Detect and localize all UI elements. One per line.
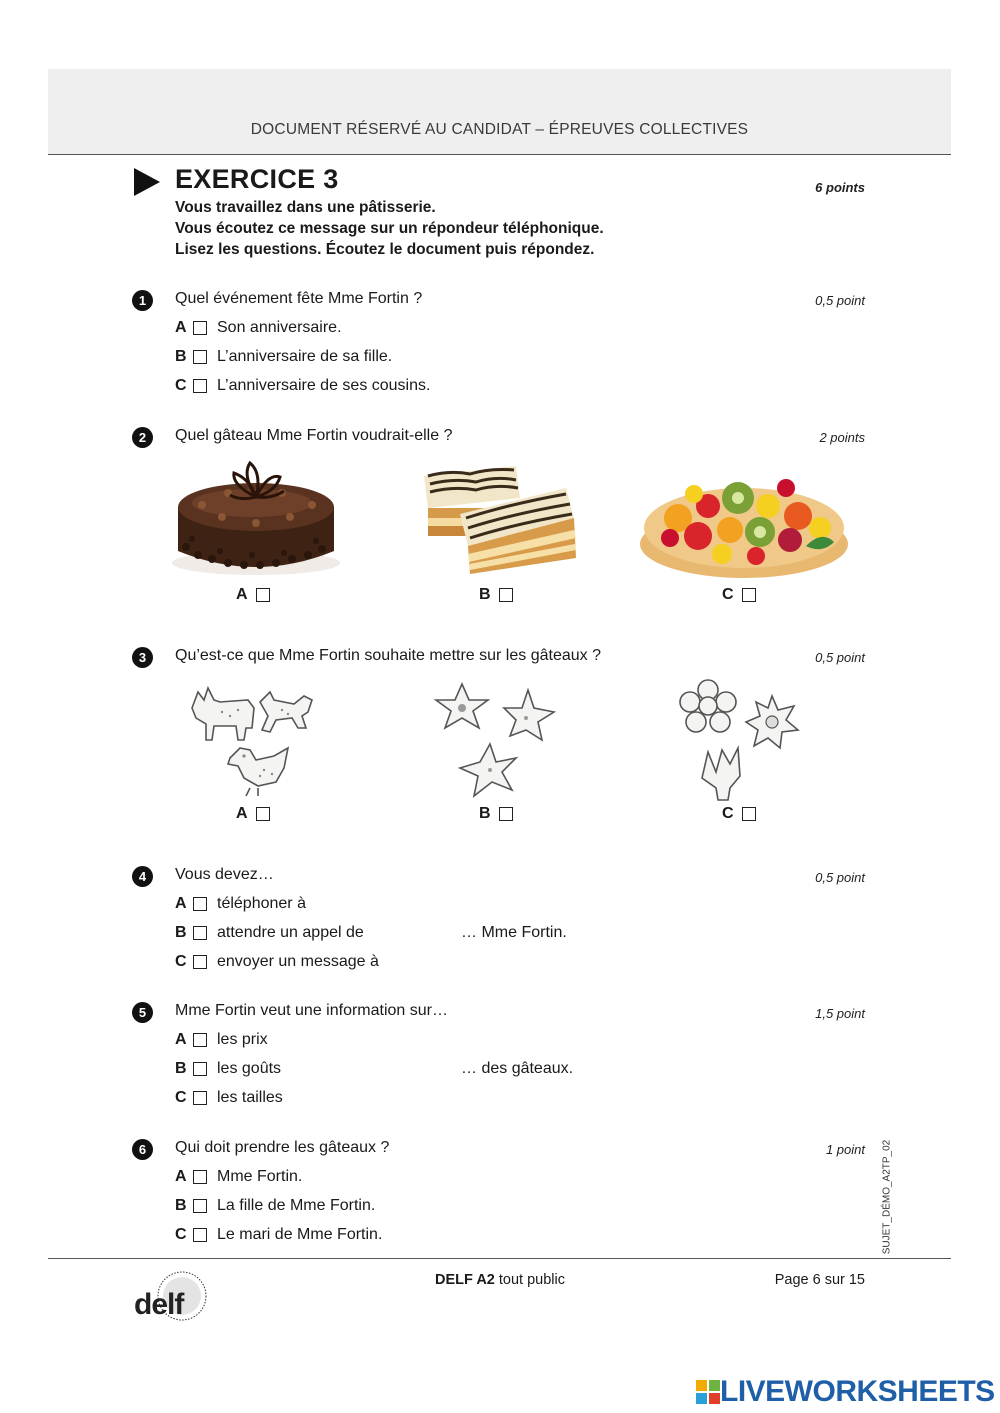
option-text: L’anniversaire de sa fille. (217, 348, 393, 365)
option-text: Le mari de Mme Fortin. (217, 1226, 383, 1243)
option-letter: C (175, 1226, 187, 1243)
question-6-option-b[interactable] (175, 1197, 375, 1215)
question-5-text: Mme Fortin veut une information sur… (175, 1002, 448, 1019)
checkbox[interactable] (193, 1062, 207, 1076)
option-letter: A (175, 1168, 187, 1185)
document-code (880, 1139, 894, 1255)
play-triangle-icon (134, 168, 160, 196)
question-2-option-c[interactable] (722, 586, 756, 604)
checkbox[interactable] (193, 350, 207, 364)
question-4-option-a[interactable] (175, 895, 306, 913)
option-text: L’anniversaire de ses cousins. (217, 377, 431, 394)
option-letter: C (175, 1089, 187, 1106)
option-letter: B (175, 924, 187, 941)
instruction-line-2: Vous écoutez ce message sur un répondeur téléphonique. (175, 220, 604, 237)
question-1-points: 0,5 point (815, 293, 865, 308)
instruction-line-3: Lisez les questions. Écoutez le document puis répondez. (175, 241, 595, 258)
question-number-5: 5 (132, 1002, 153, 1023)
delf-logo (132, 1270, 214, 1328)
footer-exam-bold: DELF A2 (434, 1272, 495, 1288)
option-letter: A (175, 1031, 187, 1048)
option-letter: C (175, 953, 187, 970)
question-5-option-a[interactable] (175, 1031, 268, 1049)
checkbox[interactable] (499, 588, 513, 602)
exercise-points: 6 points (815, 180, 865, 195)
checkbox[interactable] (256, 588, 270, 602)
question-2-option-a[interactable] (236, 586, 270, 604)
checkbox[interactable] (193, 926, 207, 940)
option-letter: B (175, 1197, 187, 1214)
footer-exam-name (300, 1272, 700, 1288)
option-letter: B (479, 805, 491, 822)
option-letter: B (175, 1060, 187, 1077)
checkbox[interactable] (193, 1170, 207, 1184)
chocolate-cake-image (172, 455, 340, 583)
question-4-option-c[interactable] (175, 953, 379, 971)
animal-cookies-image (184, 678, 318, 802)
question-3-text: Qu’est-ce que Mme Fortin souhaite mettre sur les gâteaux ? (175, 647, 601, 664)
checkbox[interactable] (193, 955, 207, 969)
header-band (48, 69, 951, 155)
checkbox[interactable] (193, 1228, 207, 1242)
document-code-text: SUJET_DÉMO_A2TP_02 (881, 1139, 893, 1255)
question-2-text: Quel gâteau Mme Fortin voudrait-elle ? (175, 427, 453, 444)
mille-feuille-image (420, 458, 580, 583)
question-number-4: 4 (132, 866, 153, 887)
question-2-points: 2 points (819, 430, 865, 445)
question-6-option-c[interactable] (175, 1226, 382, 1244)
checkbox[interactable] (256, 807, 270, 821)
question-5-points: 1,5 point (815, 1006, 865, 1021)
question-number-1: 1 (132, 290, 153, 311)
liveworksheets-watermark (696, 1375, 995, 1409)
question-3-option-b[interactable] (479, 805, 513, 823)
option-letter: A (175, 895, 187, 912)
question-1-option-a[interactable] (175, 319, 342, 337)
checkbox[interactable] (193, 1091, 207, 1105)
fruit-tart-image (638, 458, 850, 583)
question-1-option-b[interactable] (175, 348, 392, 366)
question-number-6: 6 (132, 1139, 153, 1160)
instruction-line-1: Vous travaillez dans une pâtisserie. (175, 199, 436, 216)
question-4-points: 0,5 point (815, 870, 865, 885)
option-letter: A (236, 805, 248, 822)
question-3-points: 0,5 point (815, 650, 865, 665)
question-6-points: 1 point (825, 1142, 865, 1157)
question-1-option-c[interactable] (175, 377, 430, 395)
option-text: envoyer un message à (217, 953, 379, 970)
option-letter: C (175, 377, 187, 394)
option-text: attendre un appel de (217, 924, 364, 941)
question-4-text: Vous devez… (175, 866, 274, 883)
checkbox[interactable] (742, 588, 756, 602)
checkbox[interactable] (193, 897, 207, 911)
flower-cookies-image (678, 678, 808, 802)
option-text: Son anniversaire. (217, 319, 342, 336)
option-text: téléphoner à (217, 895, 306, 912)
checkbox[interactable] (193, 379, 207, 393)
header-text: DOCUMENT RÉSERVÉ AU CANDIDAT – ÉPREUVES COLLECTIVES (250, 121, 749, 138)
option-letter: A (175, 319, 187, 336)
question-6-option-a[interactable] (175, 1168, 302, 1186)
page-number: Page 6 sur 15 (774, 1272, 865, 1288)
option-letter: B (175, 348, 187, 365)
star-cookies-image (432, 678, 562, 802)
option-text: les prix (217, 1031, 268, 1048)
checkbox[interactable] (193, 1199, 207, 1213)
question-1-text: Quel événement fête Mme Fortin ? (175, 290, 423, 307)
checkbox[interactable] (193, 1033, 207, 1047)
option-letter: C (722, 586, 734, 603)
option-text: les goûts (217, 1060, 282, 1077)
question-2-option-b[interactable] (479, 586, 513, 604)
question-4-option-b[interactable] (175, 924, 364, 942)
delf-logo-text: delf (134, 1288, 184, 1321)
question-4-completion: … Mme Fortin. (461, 924, 567, 941)
option-letter: B (479, 586, 491, 603)
question-5-option-c[interactable] (175, 1089, 283, 1107)
question-number-2: 2 (132, 427, 153, 448)
question-number-3: 3 (132, 647, 153, 668)
question-5-completion: … des gâteaux. (461, 1060, 574, 1077)
exercise-title: EXERCICE 3 (175, 164, 339, 194)
question-6-text: Qui doit prendre les gâteaux ? (175, 1139, 390, 1156)
liveworksheets-text: LIVEWORKSHEETS (720, 1375, 995, 1408)
option-text: La fille de Mme Fortin. (217, 1197, 376, 1214)
checkbox[interactable] (742, 807, 756, 821)
option-text: Mme Fortin. (217, 1168, 303, 1185)
question-3-option-c[interactable] (722, 805, 756, 823)
option-letter: A (236, 586, 248, 603)
question-5-option-b[interactable] (175, 1060, 281, 1078)
footer-divider (48, 1258, 951, 1259)
footer-exam-rest: tout public (494, 1272, 566, 1288)
question-3-option-a[interactable] (236, 805, 270, 823)
option-letter: C (722, 805, 734, 822)
checkbox[interactable] (193, 321, 207, 335)
checkbox[interactable] (499, 807, 513, 821)
liveworksheets-logo-icon (696, 1380, 720, 1404)
option-text: les tailles (217, 1089, 283, 1106)
